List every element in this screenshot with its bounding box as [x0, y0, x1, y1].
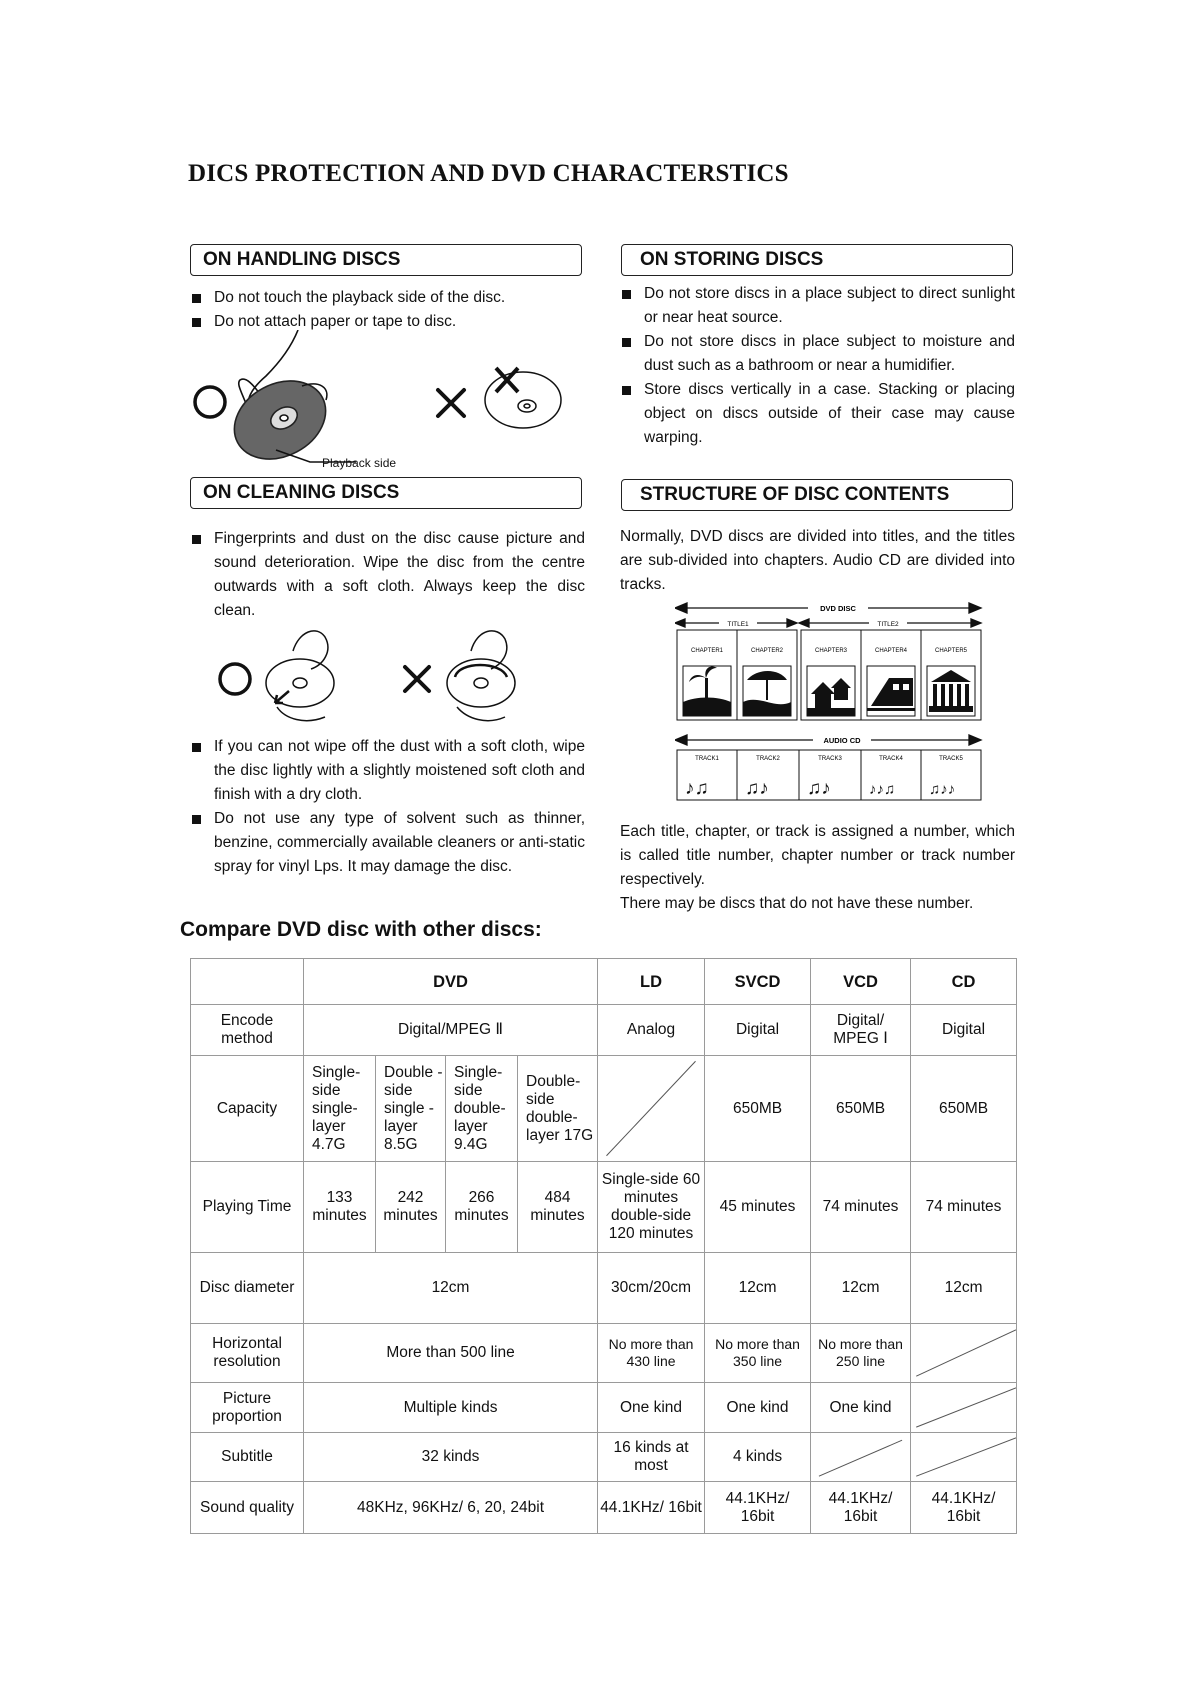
table-row [191, 1383, 1017, 1433]
audio-cd-label: AUDIO CD [823, 736, 861, 745]
cell: Digital [911, 1005, 1017, 1056]
chapter-label: CHAPTER1 [690, 648, 724, 654]
row-label: Playing Time [191, 1162, 304, 1253]
cell: Multiple kinds [304, 1383, 598, 1433]
row-label: Sound quality [191, 1482, 304, 1534]
title-label: TITLE1 [727, 621, 749, 628]
cleaning-list-top [190, 527, 585, 623]
music-notes-icon [685, 778, 955, 799]
cell: 650MB [811, 1056, 911, 1162]
row-label: Encode method [191, 1005, 304, 1056]
chapter-label: CHAPTER5 [934, 648, 968, 654]
structure-para2: There may be discs that do not have these number. [620, 895, 974, 912]
storing-heading: ON STORING DISCS [621, 244, 1013, 276]
cell: 48KHz, 96KHz/ 6, 20, 24bit [304, 1482, 598, 1534]
empty-cell [598, 1056, 705, 1162]
cell: Double -side single -layer 8.5G [376, 1056, 446, 1162]
track-label: TRACK5 [939, 756, 963, 762]
chapter-label: CHAPTER3 [814, 648, 848, 654]
wiping-circular-icon [447, 631, 515, 721]
cleaning-item: Fingerprints and dust on the disc cause picture and sound deterioration. Wipe the disc from the centre outwards with a soft cloth. Always keep the disc clean. [190, 527, 585, 623]
chapter-label: CHAPTER2 [750, 648, 784, 654]
handling-illustration [180, 330, 580, 475]
cell: 650MB [911, 1056, 1017, 1162]
cleaning-item: Do not use any type of solvent such as thinner, benzine, commercially available cleaners or anti-static spray for vinyl Lps. It may damage the disc. [190, 807, 585, 879]
cell: Digital [705, 1005, 811, 1056]
table-row [191, 1324, 1017, 1383]
table-row [191, 1162, 1017, 1253]
svg-text:♫♪: ♫♪ [745, 778, 769, 799]
row-label: Capacity [191, 1056, 304, 1162]
storing-item: Do not store discs in a place subject to direct sunlight or near heat source. [620, 282, 1015, 330]
empty-cell [811, 1433, 911, 1482]
cell: 32 kinds [304, 1433, 598, 1482]
compare-heading-text: Compare DVD disc with other discs [180, 918, 535, 941]
track-label: TRACK4 [879, 756, 903, 762]
cell: 44.1KHz/ 16bit [598, 1482, 705, 1534]
svg-text:♪♫: ♪♫ [685, 778, 709, 799]
storing-list [620, 282, 1015, 450]
handling-item: Do not touch the playback side of the disc. [190, 286, 590, 310]
cell: No more than 350 line [705, 1324, 811, 1383]
cell: More than 500 line [304, 1324, 598, 1383]
table-row [191, 1482, 1017, 1534]
handling-heading: ON HANDLING DISCS [190, 244, 582, 276]
structure-intro: Normally, DVD discs are divided into titles, and the titles are sub-divided into chapters. Audio CD are divided into tracks. [620, 528, 1015, 593]
table-row [191, 1433, 1017, 1482]
header-dvd: DVD [304, 959, 598, 1005]
cell: Digital/MPEG Ⅱ [304, 1005, 598, 1056]
cell: 44.1KHz/ 16bit [705, 1482, 811, 1534]
cell: 44.1KHz/ 16bit [911, 1482, 1017, 1534]
beach-umbrella-icon [743, 666, 791, 716]
cell: 4 kinds [705, 1433, 811, 1482]
dvd-disc-label: DVD DISC [820, 604, 856, 613]
cell: 30cm/20cm [598, 1253, 705, 1324]
wrong-cross-icon [438, 390, 464, 416]
row-label: Disc diameter [191, 1253, 304, 1324]
empty-cell [911, 1383, 1017, 1433]
cell: Single-side single-layer 4.7G [304, 1056, 376, 1162]
cell: 12cm [911, 1253, 1017, 1324]
cell: No more than 250 line [811, 1324, 911, 1383]
cell: 12cm [811, 1253, 911, 1324]
row-label: Picture proportion [191, 1383, 304, 1433]
empty-cell [911, 1324, 1017, 1383]
cleaning-illustration [205, 625, 585, 730]
cell: Double-side double-layer 17G [518, 1056, 598, 1162]
header-ld: LD [598, 959, 705, 1005]
table-row [191, 1056, 1017, 1162]
header-cd: CD [911, 959, 1017, 1005]
empty-cell [911, 1433, 1017, 1482]
playback-side-caption: Playback side [322, 456, 397, 470]
track-label: TRACK2 [756, 756, 780, 762]
disc-with-tape-icon [485, 368, 561, 428]
cell: 650MB [705, 1056, 811, 1162]
cleaning-item: If you can not wipe off the dust with a soft cloth, wipe the disc lightly with a slightly moistened soft cloth and finish with a dry cloth. [190, 735, 585, 807]
houses-icon [807, 666, 855, 716]
cell: One kind [705, 1383, 811, 1433]
svg-text:♫♪: ♫♪ [807, 778, 831, 799]
chapter-label: CHAPTER4 [874, 648, 908, 654]
header-svcd: SVCD [705, 959, 811, 1005]
correct-circle-icon [220, 664, 250, 694]
comparison-table [190, 958, 1017, 1534]
handling-list [190, 286, 590, 334]
cell: 242 minutes [376, 1162, 446, 1253]
structure-para1: Each title, chapter, or track is assigned a number, which is called title number, chapter number or track number respectively. [620, 823, 1015, 888]
handling-item: Do not attach paper or tape to disc. [190, 310, 590, 334]
cleaning-list-bottom [190, 735, 585, 879]
compare-heading [180, 918, 542, 942]
cell: One kind [598, 1383, 705, 1433]
cell: 74 minutes [911, 1162, 1017, 1253]
svg-text:♪♪♫: ♪♪♫ [869, 781, 896, 798]
hand-holding-disc-icon [221, 330, 356, 474]
track-label: TRACK1 [695, 756, 719, 762]
title-label: TITLE2 [877, 621, 899, 628]
compare-heading-colon: : [534, 918, 542, 941]
cell: 266 minutes [446, 1162, 518, 1253]
header-empty-cell [191, 959, 304, 1005]
cell: 45 minutes [705, 1162, 811, 1253]
cell: No more than 430 line [598, 1324, 705, 1383]
cell: Single-side 60 minutes double-side 120 minutes [598, 1162, 705, 1253]
cell: Single-side double-layer 9.4G [446, 1056, 518, 1162]
table-row [191, 1253, 1017, 1324]
page-title: DICS PROTECTION AND DVD CHARACTERSTICS [188, 160, 789, 187]
storing-item: Store discs vertically in a case. Stacking or placing object on discs outside of their case may cause warping. [620, 378, 1015, 450]
temple-icon [927, 666, 975, 716]
header-vcd: VCD [811, 959, 911, 1005]
cell: Analog [598, 1005, 705, 1056]
cell: 484 minutes [518, 1162, 598, 1253]
table-row [191, 1005, 1017, 1056]
track-label: TRACK3 [818, 756, 842, 762]
cell: 74 minutes [811, 1162, 911, 1253]
cell: 16 kinds at most [598, 1433, 705, 1482]
table-row [191, 959, 1017, 1005]
wrong-cross-icon [405, 667, 429, 691]
cell: 12cm [304, 1253, 598, 1324]
row-label: Horizontal resolution [191, 1324, 304, 1383]
island-palm-icon [683, 666, 731, 716]
train-icon [867, 666, 915, 716]
cell: Digital/ MPEG Ⅰ [811, 1005, 911, 1056]
cell: One kind [811, 1383, 911, 1433]
cleaning-heading: ON CLEANING DISCS [190, 477, 582, 509]
row-label: Subtitle [191, 1433, 304, 1482]
correct-circle-icon [195, 387, 225, 417]
storing-item: Do not store discs in place subject to moisture and dust such as a bathroom or near a humidifier. [620, 330, 1015, 378]
disc-structure-diagram [675, 598, 985, 808]
svg-text:♫♪♪: ♫♪♪ [929, 781, 956, 798]
cell: 44.1KHz/ 16bit [811, 1482, 911, 1534]
structure-heading: STRUCTURE OF DISC CONTENTS [621, 479, 1013, 511]
cell: 133 minutes [304, 1162, 376, 1253]
cell: 12cm [705, 1253, 811, 1324]
wiping-outward-icon [266, 631, 334, 721]
